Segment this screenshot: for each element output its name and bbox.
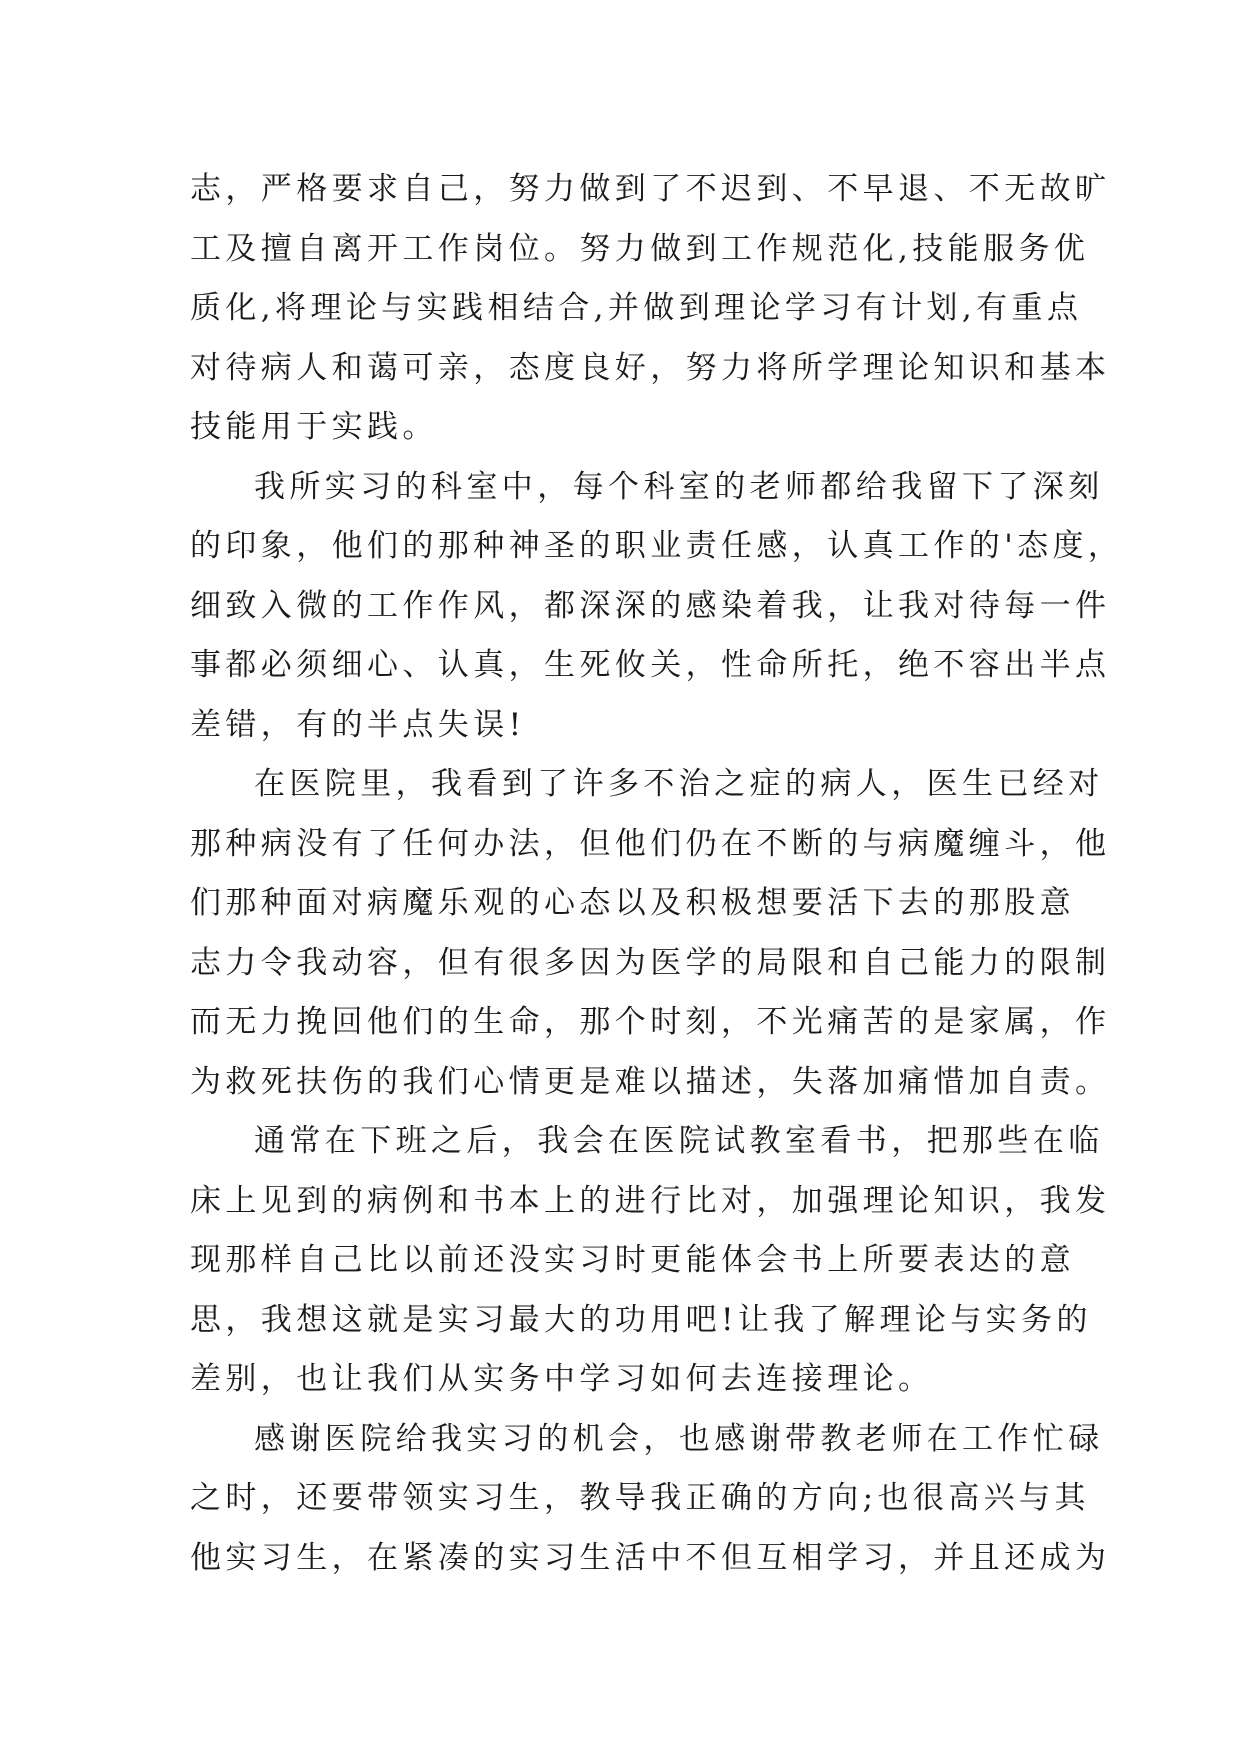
text-line: 为救死扶伤的我们心情更是难以描述，失落加痛惜加自责。 bbox=[190, 1063, 1111, 1100]
text-line: 志，严格要求自己，努力做到了不迟到、不早退、不无故旷 bbox=[190, 171, 1111, 207]
text-line: 他实习生，在紧凑的实习生活中不但互相学习，并且还成为 bbox=[190, 1539, 1111, 1576]
text-line: 差错，有的半点失误! bbox=[190, 706, 526, 743]
paragraph-first-line: 在医院里，我看到了许多不治之症的病人，医生已经对 bbox=[254, 766, 1104, 802]
text-line: 差别，也让我们从实务中学习如何去连接理论。 bbox=[190, 1361, 934, 1397]
paragraph-first-line: 我所实习的科室中，每个科室的老师都给我留下了深刻 bbox=[254, 468, 1104, 505]
text-line: 床上见到的病例和书本上的进行比对，加强理论知识，我发 bbox=[190, 1182, 1111, 1219]
text-line: 那种病没有了任何办法，但他们仍在不断的与病魔缠斗，他 bbox=[190, 825, 1111, 862]
text-line: 志力令我动容，但有很多因为医学的局限和自己能力的限制 bbox=[190, 944, 1111, 981]
paragraph-first-line: 感谢医院给我实习的机会，也感谢带教老师在工作忙碌 bbox=[254, 1420, 1104, 1457]
text-line: 质化,将理论与实践相结合,并做到理论学习有计划,有重点 bbox=[190, 290, 1083, 326]
text-line: 细致入微的工作作风，都深深的感染着我，让我对待每一件 bbox=[190, 587, 1111, 624]
text-line: 对待病人和蔼可亲，态度良好，努力将所学理论知识和基本 bbox=[190, 349, 1111, 386]
text-line: 思，我想这就是实习最大的功用吧!让我了解理论与实务的 bbox=[190, 1301, 1092, 1338]
text-line: 之时，还要带领实习生，教导我正确的方向;也很高兴与其 bbox=[190, 1480, 1090, 1516]
text-line: 现那样自己比以前还没实习时更能体会书上所要表达的意 bbox=[190, 1242, 1075, 1278]
document-body bbox=[190, 160, 1124, 1588]
text-line: 工及擅自离开工作岗位。努力做到工作规范化,技能服务优 bbox=[190, 230, 1090, 267]
text-line: 而无力挽回他们的生命，那个时刻，不光痛苦的是家属，作 bbox=[190, 1004, 1111, 1040]
paragraph-first-line: 通常在下班之后，我会在医院试教室看书，把那些在临 bbox=[254, 1123, 1104, 1159]
text-line: 技能用于实践。 bbox=[190, 409, 438, 445]
text-line: 事都必须细心、认真，生死攸关，性命所托，绝不容出半点 bbox=[190, 647, 1111, 683]
text-line: 的印象，他们的那种神圣的职业责任感，认真工作的'态度， bbox=[190, 528, 1124, 564]
text-line: 们那种面对病魔乐观的心态以及积极想要活下去的那股意 bbox=[190, 885, 1075, 921]
